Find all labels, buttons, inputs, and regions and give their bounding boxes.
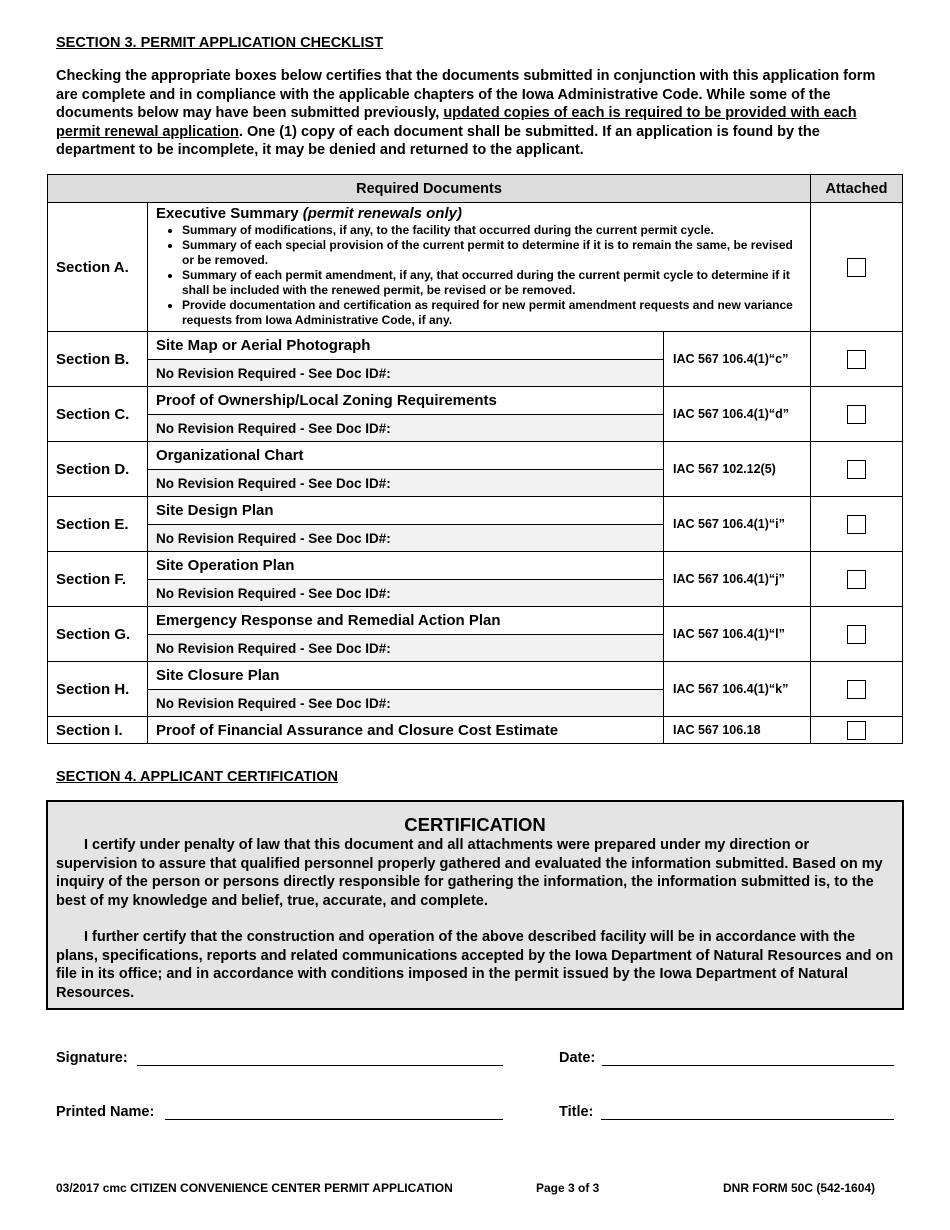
iac-reference: IAC 567 102.12(5) <box>664 442 811 497</box>
attached-cell <box>811 387 903 442</box>
attached-cell <box>811 442 903 497</box>
intro-text-underlined: updated copies of each is required to be provided with each permit renewal application <box>56 105 857 140</box>
certification-paragraph-1: I certify under penalty of law that this document and all attachments were prepared under my direction or supervision to assure that qualified personnel properly gathered and evaluated the information submitted. Based on my inquiry of the person or persons directly responsible for gathering the information, the information submitted is, to the best of my knowledge and belief, true, accurate, and complete. <box>56 837 883 909</box>
no-revision-doc-id-field[interactable]: No Revision Required - See Doc ID#: <box>148 470 664 497</box>
attached-cell <box>811 717 903 744</box>
printed-name-label: Printed Name: <box>56 1104 155 1120</box>
document-title: Site Design Plan <box>148 497 664 525</box>
certification-box <box>46 800 904 1010</box>
attached-cell <box>811 332 903 387</box>
iac-reference: IAC 567 106.4(1)“c” <box>664 332 811 387</box>
footer-form-number: DNR FORM 50C (542-1604) <box>723 1181 876 1195</box>
title-label: Title: <box>559 1104 594 1120</box>
table-row-section-a <box>48 203 903 332</box>
section-label: Section D. <box>48 442 148 497</box>
document-title: Site Closure Plan <box>148 662 664 690</box>
footer-form-title: 03/2017 cmc CITIZEN CONVENIENCE CENTER PERMIT APPLICATION <box>56 1181 453 1195</box>
section-label: Section C. <box>48 387 148 442</box>
document-title: Emergency Response and Remedial Action Plan <box>148 607 664 635</box>
attached-checkbox[interactable] <box>847 350 866 369</box>
footer-page-number: Page 3 of 3 <box>536 1181 600 1195</box>
document-title: Site Operation Plan <box>148 552 664 580</box>
attached-checkbox[interactable] <box>847 515 866 534</box>
section-label: Section H. <box>48 662 148 717</box>
attached-checkbox-section-a[interactable] <box>847 258 866 277</box>
signature-label: Signature: <box>56 1050 128 1066</box>
table-header-row <box>48 175 903 203</box>
signature-line[interactable] <box>137 1065 503 1066</box>
iac-reference: IAC 567 106.4(1)“k” <box>664 662 811 717</box>
table-row <box>48 387 903 415</box>
date-line[interactable] <box>602 1065 894 1066</box>
attached-cell <box>811 607 903 662</box>
table-row <box>48 497 903 525</box>
no-revision-doc-id-field[interactable]: No Revision Required - See Doc ID#: <box>148 525 664 552</box>
certification-title: CERTIFICATION <box>404 814 546 835</box>
table-row <box>48 607 903 635</box>
attached-checkbox[interactable] <box>847 460 866 479</box>
executive-summary-cell <box>148 203 811 332</box>
section-label: Section I. <box>48 717 148 744</box>
attached-cell <box>811 552 903 607</box>
no-revision-doc-id-field[interactable]: No Revision Required - See Doc ID#: <box>148 635 664 662</box>
table-row <box>48 442 903 470</box>
section-label: Section F. <box>48 552 148 607</box>
printed-name-line[interactable] <box>165 1119 503 1120</box>
iac-reference: IAC 567 106.4(1)“j” <box>664 552 811 607</box>
section3-intro <box>56 67 901 160</box>
checklist-table <box>47 174 903 744</box>
section3-heading: SECTION 3. PERMIT APPLICATION CHECKLIST <box>56 35 384 51</box>
no-revision-doc-id-field[interactable]: No Revision Required - See Doc ID#: <box>148 415 664 442</box>
document-title: Proof of Ownership/Local Zoning Requirements <box>148 387 664 415</box>
table-row <box>48 662 903 690</box>
section-label: Section A. <box>48 203 148 332</box>
exec-title-italic: (permit renewals only) <box>302 205 462 222</box>
attached-checkbox[interactable] <box>847 680 866 699</box>
no-revision-doc-id-field[interactable]: No Revision Required - See Doc ID#: <box>148 690 664 717</box>
iac-reference: IAC 567 106.18 <box>664 717 811 744</box>
list-item: • Summary of each permit amendment, if any, that occurred during the current permit cycle to determine if it shall be included with the renewed permit, be revised or be removed. <box>182 268 802 298</box>
executive-summary-list <box>156 223 802 328</box>
list-item: • Summary of each special provision of the current permit to determine if it is to remain the same, be revised or be removed. <box>182 238 802 268</box>
list-item: • Provide documentation and certification as required for new permit amendment requests and new variance requests from Iowa Administrative Code, if any. <box>182 298 802 328</box>
intro-text-part1: Checking the appropriate boxes below certifies that the documents submitted in conjunction with this application form are complete and in compliance with the applicable chapters of the Iowa Administrative Code. While some of the documents below may have been submitted previously, <box>56 68 876 122</box>
iac-reference: IAC 567 106.4(1)“d” <box>664 387 811 442</box>
list-item: • Summary of modifications, if any, to the facility that occurred during the current permit cycle. <box>182 223 802 238</box>
attached-checkbox[interactable] <box>847 721 866 740</box>
document-title: Proof of Financial Assurance and Closure Cost Estimate <box>148 717 664 744</box>
section-label: Section E. <box>48 497 148 552</box>
header-attached: Attached <box>811 175 903 203</box>
document-title: Site Map or Aerial Photograph <box>148 332 664 360</box>
attached-cell <box>811 497 903 552</box>
certification-paragraph-2: I further certify that the construction and operation of the above described facility will be in accordance with the plans, specifications, reports and related communications accepted by the Iowa Department of Natural Resources and on file in its office; and in accordance with conditions imposed in the permit issued by the Iowa Department of Natural Resources. <box>56 929 894 1001</box>
date-label: Date: <box>559 1050 596 1066</box>
title-line[interactable] <box>601 1119 894 1120</box>
no-revision-doc-id-field[interactable]: No Revision Required - See Doc ID#: <box>148 360 664 387</box>
exec-title-text: Executive Summary <box>156 205 303 222</box>
header-required-documents: Required Documents <box>48 175 811 203</box>
intro-text-part2: . One (1) copy of each document shall be submitted. If an application is found by the department to be incomplete, it may be denied and returned to the applicant. <box>56 123 820 159</box>
attached-checkbox[interactable] <box>847 625 866 644</box>
section-label: Section B. <box>48 332 148 387</box>
table-row <box>48 332 903 360</box>
attached-checkbox[interactable] <box>847 405 866 424</box>
document-title: Organizational Chart <box>148 442 664 470</box>
attached-cell <box>811 203 903 332</box>
executive-summary-title <box>156 205 802 222</box>
attached-checkbox[interactable] <box>847 570 866 589</box>
section-label: Section G. <box>48 607 148 662</box>
table-row <box>48 552 903 580</box>
attached-cell <box>811 662 903 717</box>
no-revision-doc-id-field[interactable]: No Revision Required - See Doc ID#: <box>148 580 664 607</box>
table-row-section-i <box>48 717 903 744</box>
iac-reference: IAC 567 106.4(1)“i” <box>664 497 811 552</box>
iac-reference: IAC 567 106.4(1)“l” <box>664 607 811 662</box>
section4-heading: SECTION 4. APPLICANT CERTIFICATION <box>56 769 338 785</box>
